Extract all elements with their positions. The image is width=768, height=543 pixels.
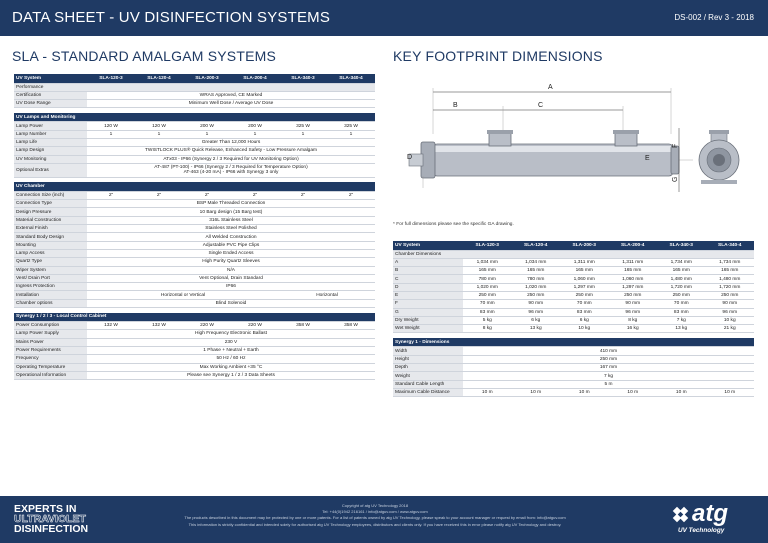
row-label: Wet Weight — [393, 325, 463, 333]
cell: 70 mm — [657, 300, 706, 308]
cell: 165 mm — [463, 267, 512, 275]
section-header — [14, 182, 375, 191]
footer — [0, 496, 768, 543]
row-value: High Frequency Electronic Ballast — [87, 330, 375, 338]
cell: 1,020 mm — [463, 283, 512, 291]
row-value: Greater Than 12,000 Hours — [87, 138, 375, 146]
cell: 96 mm — [512, 308, 561, 316]
cell: 165 mm — [657, 267, 706, 275]
cell: 120 W — [135, 122, 183, 130]
cell: 2" — [183, 191, 231, 199]
row-label: Weight — [393, 372, 463, 380]
cell: 1 — [279, 130, 327, 138]
row-label: Lamp Life — [14, 138, 87, 146]
logo-subtitle: UV Technology — [678, 527, 725, 534]
dim-e-label: E — [645, 155, 650, 162]
header-bar — [0, 0, 768, 36]
cell: 250 mm — [609, 291, 658, 299]
row-label: Mounting — [14, 241, 87, 249]
cell: 1,297 mm — [560, 283, 609, 291]
dim-g-label: G — [672, 176, 679, 182]
right-section-title: KEY FOOTPRINT DIMENSIONS — [393, 48, 603, 64]
cell: 83 mm — [463, 308, 512, 316]
row-value: Stainless Steel Polished — [87, 225, 375, 233]
cell: 2" — [327, 191, 375, 199]
row-label: Connection Size (inch) — [14, 191, 87, 199]
dimensions-table — [393, 241, 754, 397]
dim-c-label: C — [538, 102, 544, 109]
table-row — [14, 100, 375, 108]
row-label: Lamp Power — [14, 122, 87, 130]
cell: 6 kg — [512, 316, 561, 324]
row-value — [87, 163, 375, 177]
cell: 358 W — [279, 322, 327, 330]
cell: 325 W — [279, 122, 327, 130]
cell: 220 W — [231, 322, 279, 330]
cell: 325 W — [327, 122, 375, 130]
cell: 10 m — [560, 388, 609, 396]
row-label: Operational Information — [14, 371, 87, 379]
row-label: F — [393, 300, 463, 308]
row-value: Horizontal or Vertical — [87, 291, 279, 299]
table-row — [393, 380, 754, 388]
table-row — [14, 200, 375, 208]
model-col: SLA-120-4 — [135, 74, 183, 83]
row-value: N/A — [87, 266, 375, 274]
cell: 10 m — [463, 388, 512, 396]
cell: 2" — [135, 191, 183, 199]
cell: 1,311 mm — [560, 258, 609, 266]
row-label: C — [393, 275, 463, 283]
document-revision: DS-002 / Rev 3 - 2018 — [674, 13, 754, 22]
table-row — [393, 364, 754, 372]
table-row — [393, 388, 754, 396]
model-col: SLA-120-3 — [87, 74, 135, 83]
end-view-flange — [709, 130, 729, 134]
outlet-flange — [613, 130, 639, 134]
row-label: G — [393, 308, 463, 316]
table-row — [14, 363, 375, 371]
extras-line: AT-487 (PT-100) - IP66 (Synergy 2 / 3 Required for Temperature Option) — [154, 164, 308, 170]
cell: 90 mm — [609, 300, 658, 308]
logo-wordmark: atg — [692, 500, 728, 527]
contact-line[interactable]: Tel: +44(0)1942 216161 / info@atguv.com / www.atguv.com — [322, 509, 428, 515]
table-row — [14, 147, 375, 155]
row-label: Width — [393, 347, 463, 355]
row-value: Adjustable PVC Pipe Clips — [87, 241, 375, 249]
table-row — [14, 266, 375, 274]
table-row — [14, 191, 375, 199]
cell: 780 mm — [463, 275, 512, 283]
row-value: TWISTLOCK PLUS® Quick Release, Enhanced Safety - Low Pressure Amalgam — [87, 147, 375, 155]
row-value: 167 mm — [463, 364, 754, 372]
cell: 10 kg — [560, 325, 609, 333]
row-value: 1 Phase + Neutral + Earth — [87, 346, 375, 354]
row-value: IP66 — [87, 283, 375, 291]
table-row — [14, 155, 375, 163]
table-row — [14, 274, 375, 282]
dim-d-label: D — [407, 154, 413, 161]
row-label: Mains Power — [14, 338, 87, 346]
cell: 70 mm — [463, 300, 512, 308]
footer-legal — [140, 503, 610, 528]
row-label: Standard Cable Length — [393, 380, 463, 388]
row-label: Lamp Access — [14, 249, 87, 257]
row-label: Certification — [14, 91, 87, 99]
model-col: SLA-120-3 — [463, 241, 512, 250]
cell: 8 kg — [463, 325, 512, 333]
cell: 250 mm — [706, 291, 755, 299]
cell: 1,734 mm — [657, 258, 706, 266]
dim-a-label: A — [548, 84, 553, 91]
inlet-port — [489, 132, 511, 146]
footprint-drawing — [393, 76, 763, 216]
row-value: ATx03 - IP66 (Synergy 2 / 3 Required for UV Monitoring Option) — [87, 155, 375, 163]
cell: 10 m — [657, 388, 706, 396]
dim-f-label: F — [672, 143, 679, 148]
row-label: Connection Type — [14, 200, 87, 208]
table-row — [393, 283, 754, 291]
table-row — [14, 122, 375, 130]
cell: 83 mm — [657, 308, 706, 316]
cell: 5 kg — [463, 316, 512, 324]
cell: 1,020 mm — [512, 283, 561, 291]
row-value: 7 kg — [463, 372, 754, 380]
model-col: SLA-340-3 — [279, 74, 327, 83]
model-col: SLA-200-4 — [609, 241, 658, 250]
table-row — [393, 275, 754, 283]
row-label: Standard Body Design — [14, 233, 87, 241]
row-label: Ingress Protection — [14, 283, 87, 291]
tagline-line: EXPERTS IN — [14, 503, 77, 515]
row-label: UV Dose Range — [14, 100, 87, 108]
table-row — [393, 316, 754, 324]
table-row — [393, 267, 754, 275]
confidential-notice: This information is strictly confidential and intended solely for authorised atg UV Technology employees, distributors and clients only. If you have received this in error please notify atg UV Technology and destroy. — [188, 521, 562, 527]
table-row — [14, 233, 375, 241]
cell: 1,311 mm — [609, 258, 658, 266]
footprint-note: * For full dimensions please see the specific GA drawing. — [393, 222, 514, 227]
cell: 1,034 mm — [463, 258, 512, 266]
row-label: Power Consumption — [14, 322, 87, 330]
cell: 90 mm — [512, 300, 561, 308]
row-value: 316L Stainless Steel — [87, 216, 375, 224]
tagline — [14, 504, 88, 534]
table-row — [14, 283, 375, 291]
table-row — [14, 322, 375, 330]
section-title: UV Lamps and Monitoring — [14, 113, 375, 122]
row-label: Lamp Number — [14, 130, 87, 138]
inlet-flange — [487, 130, 513, 134]
row-value: 5 m — [463, 380, 754, 388]
row-label: External Finish — [14, 225, 87, 233]
cell: 10 kg — [706, 316, 755, 324]
row-value: 10 Barg design (15 Barg test) — [87, 208, 375, 216]
row-value: Vent Optional, Drain Standard — [87, 274, 375, 282]
cell: 1 — [231, 130, 279, 138]
section-title: Synergy 1 - Dimensions — [393, 338, 754, 347]
table-row — [14, 163, 375, 177]
cell: 1,480 mm — [706, 275, 755, 283]
table-row — [14, 355, 375, 363]
row-value: WRAS Approved, CE Marked — [87, 91, 375, 99]
table-row — [393, 250, 754, 258]
end-view-base — [701, 180, 737, 184]
model-col: SLA-340-3 — [657, 241, 706, 250]
cell: 165 mm — [512, 267, 561, 275]
row-label: Vent/ Drain Port — [14, 274, 87, 282]
cell: 1 — [135, 130, 183, 138]
row-label: Power Requirements — [14, 346, 87, 354]
system-label: UV System — [393, 241, 463, 250]
spec-table — [14, 74, 375, 380]
tagline-line: DISINFECTION — [14, 523, 89, 535]
cell: 250 mm — [463, 291, 512, 299]
cell: 1,060 mm — [609, 275, 658, 283]
row-value: Minimum Well Dose / Average UV Dose — [87, 100, 375, 108]
cell: 1,297 mm — [609, 283, 658, 291]
copyright: Copyright of atg UV Technology 2018 — [341, 503, 409, 508]
table-row — [14, 91, 375, 99]
cell: 1,734 mm — [706, 258, 755, 266]
table-row — [14, 241, 375, 249]
row-label: Wiper System — [14, 266, 87, 274]
cell: 780 mm — [512, 275, 561, 283]
row-value: BSP Male Threaded Connection — [87, 200, 375, 208]
cell: 1,480 mm — [657, 275, 706, 283]
row-label: Lamp Design — [14, 147, 87, 155]
section-title: Performance — [14, 83, 375, 91]
cell: 200 W — [183, 122, 231, 130]
tagline-line: ULTRAVIOLET — [14, 513, 86, 525]
row-label: Maximum Cable Distance — [393, 388, 463, 396]
cell: 21 kg — [706, 325, 755, 333]
table-row — [14, 291, 375, 299]
cell: 132 W — [87, 322, 135, 330]
spec-header-row — [14, 74, 375, 83]
section-title: Synergy 1 / 2 / 3 - Local Control Cabinet — [14, 313, 375, 322]
chamber-highlight — [433, 146, 673, 152]
table-row — [393, 308, 754, 316]
table-row — [393, 258, 754, 266]
cell: 200 W — [231, 122, 279, 130]
table-row — [14, 299, 375, 307]
model-col: SLA-120-4 — [512, 241, 561, 250]
cell: 165 mm — [609, 267, 658, 275]
cell: 2" — [87, 191, 135, 199]
end-view-lamp — [713, 154, 725, 166]
extras-line: AT-463 (4-20 mA) - IP66 with Synergy 3 only — [183, 170, 279, 176]
table-row — [14, 338, 375, 346]
cell: 13 kg — [512, 325, 561, 333]
table-row — [393, 355, 754, 363]
cell: 70 mm — [560, 300, 609, 308]
table-row — [14, 208, 375, 216]
cell: 1 — [183, 130, 231, 138]
row-value: 50 Hz / 60 Hz — [87, 355, 375, 363]
row-value: 410 mm — [463, 347, 754, 355]
row-label: Installation — [14, 291, 87, 299]
row-label: Material Construction — [14, 216, 87, 224]
row-label: Dry Weight — [393, 316, 463, 324]
cell: 1,060 mm — [560, 275, 609, 283]
model-col: SLA-340-4 — [706, 241, 755, 250]
row-value: All Welded Construction — [87, 233, 375, 241]
cell: 1,720 mm — [657, 283, 706, 291]
cell: 1 — [87, 130, 135, 138]
table-row — [14, 346, 375, 354]
table-row — [14, 216, 375, 224]
section-header — [14, 113, 375, 122]
row-value: 250 mm — [463, 355, 754, 363]
table-row — [14, 130, 375, 138]
outlet-port — [615, 132, 637, 146]
row-label: Quartz Type — [14, 258, 87, 266]
dim-b-label: B — [453, 102, 458, 109]
dims-header-row — [393, 241, 754, 250]
section-title: UV Chamber — [14, 182, 375, 191]
logo-mark-icon — [672, 506, 694, 528]
cell: 96 mm — [609, 308, 658, 316]
table-row — [14, 225, 375, 233]
row-value: Horizontal — [279, 291, 375, 299]
cell: 2" — [279, 191, 327, 199]
system-label: UV System — [14, 74, 87, 83]
row-label: Lamp Power Supply — [14, 330, 87, 338]
row-value: Please see Synergy 1 / 2 / 3 Data Sheets — [87, 371, 375, 379]
cell: 250 mm — [512, 291, 561, 299]
cell: 10 m — [512, 388, 561, 396]
row-label: Frequency — [14, 355, 87, 363]
table-row — [393, 372, 754, 380]
cell: 165 mm — [560, 267, 609, 275]
section-title: Chamber Dimensions — [393, 250, 754, 258]
row-label: B — [393, 267, 463, 275]
cell: 6 kg — [560, 316, 609, 324]
row-label: E — [393, 291, 463, 299]
chamber-end-cap — [671, 143, 679, 174]
row-value: 230 V — [87, 338, 375, 346]
cell: 7 kg — [657, 316, 706, 324]
row-value: Max Working Ambient +35 °C — [87, 363, 375, 371]
row-label: Depth — [393, 364, 463, 372]
table-row — [14, 83, 375, 91]
row-label: D — [393, 283, 463, 291]
table-row — [14, 330, 375, 338]
row-value: Single Ended Access — [87, 249, 375, 257]
section-header — [14, 313, 375, 322]
left-section-title: SLA - STANDARD AMALGAM SYSTEMS — [12, 48, 277, 64]
table-row — [14, 258, 375, 266]
model-col: SLA-200-4 — [231, 74, 279, 83]
cell: 2" — [231, 191, 279, 199]
row-label: Design Pressure — [14, 208, 87, 216]
row-value: Blind Solenoid — [87, 299, 375, 307]
atg-logo — [670, 502, 750, 538]
cell: 8 kg — [609, 316, 658, 324]
table-row — [393, 347, 754, 355]
cell: 120 W — [87, 122, 135, 130]
cell: 96 mm — [706, 308, 755, 316]
row-label: A — [393, 258, 463, 266]
table-row — [393, 325, 754, 333]
row-label: Optional Extras — [14, 163, 87, 177]
cell: 13 kg — [657, 325, 706, 333]
dims-rows — [393, 258, 754, 333]
table-row — [14, 371, 375, 379]
cell: 1 — [327, 130, 375, 138]
row-label: Height — [393, 355, 463, 363]
cell: 1,034 mm — [512, 258, 561, 266]
cell: 83 mm — [560, 308, 609, 316]
document-title: DATA SHEET - UV DISINFECTION SYSTEMS — [12, 9, 331, 26]
model-col: SLA-200-3 — [183, 74, 231, 83]
section-header — [393, 338, 754, 347]
cell: 165 mm — [706, 267, 755, 275]
table-row — [14, 249, 375, 257]
row-label: Chamber options — [14, 299, 87, 307]
row-value: High Purity Quartz Sleeves — [87, 258, 375, 266]
cell: 10 m — [706, 388, 755, 396]
table-row — [14, 138, 375, 146]
patent-notice: The products described in this document may be protected by one or more patents. For a list of patents owned by atg UV Technology, please speak to your account manager or request by email from: info@atguv.com — [184, 515, 566, 521]
table-row — [393, 300, 754, 308]
cell: 16 kg — [609, 325, 658, 333]
cell: 1,720 mm — [706, 283, 755, 291]
cell: 220 W — [183, 322, 231, 330]
cell: 132 W — [135, 322, 183, 330]
row-label: UV Monitoring — [14, 155, 87, 163]
cell: 358 W — [327, 322, 375, 330]
row-label: Operating Temperature — [14, 363, 87, 371]
model-col: SLA-200-3 — [560, 241, 609, 250]
cell: 250 mm — [657, 291, 706, 299]
cell: 90 mm — [706, 300, 755, 308]
cell: 10 m — [609, 388, 658, 396]
cell: 250 mm — [560, 291, 609, 299]
table-row — [393, 291, 754, 299]
model-col: SLA-340-4 — [327, 74, 375, 83]
